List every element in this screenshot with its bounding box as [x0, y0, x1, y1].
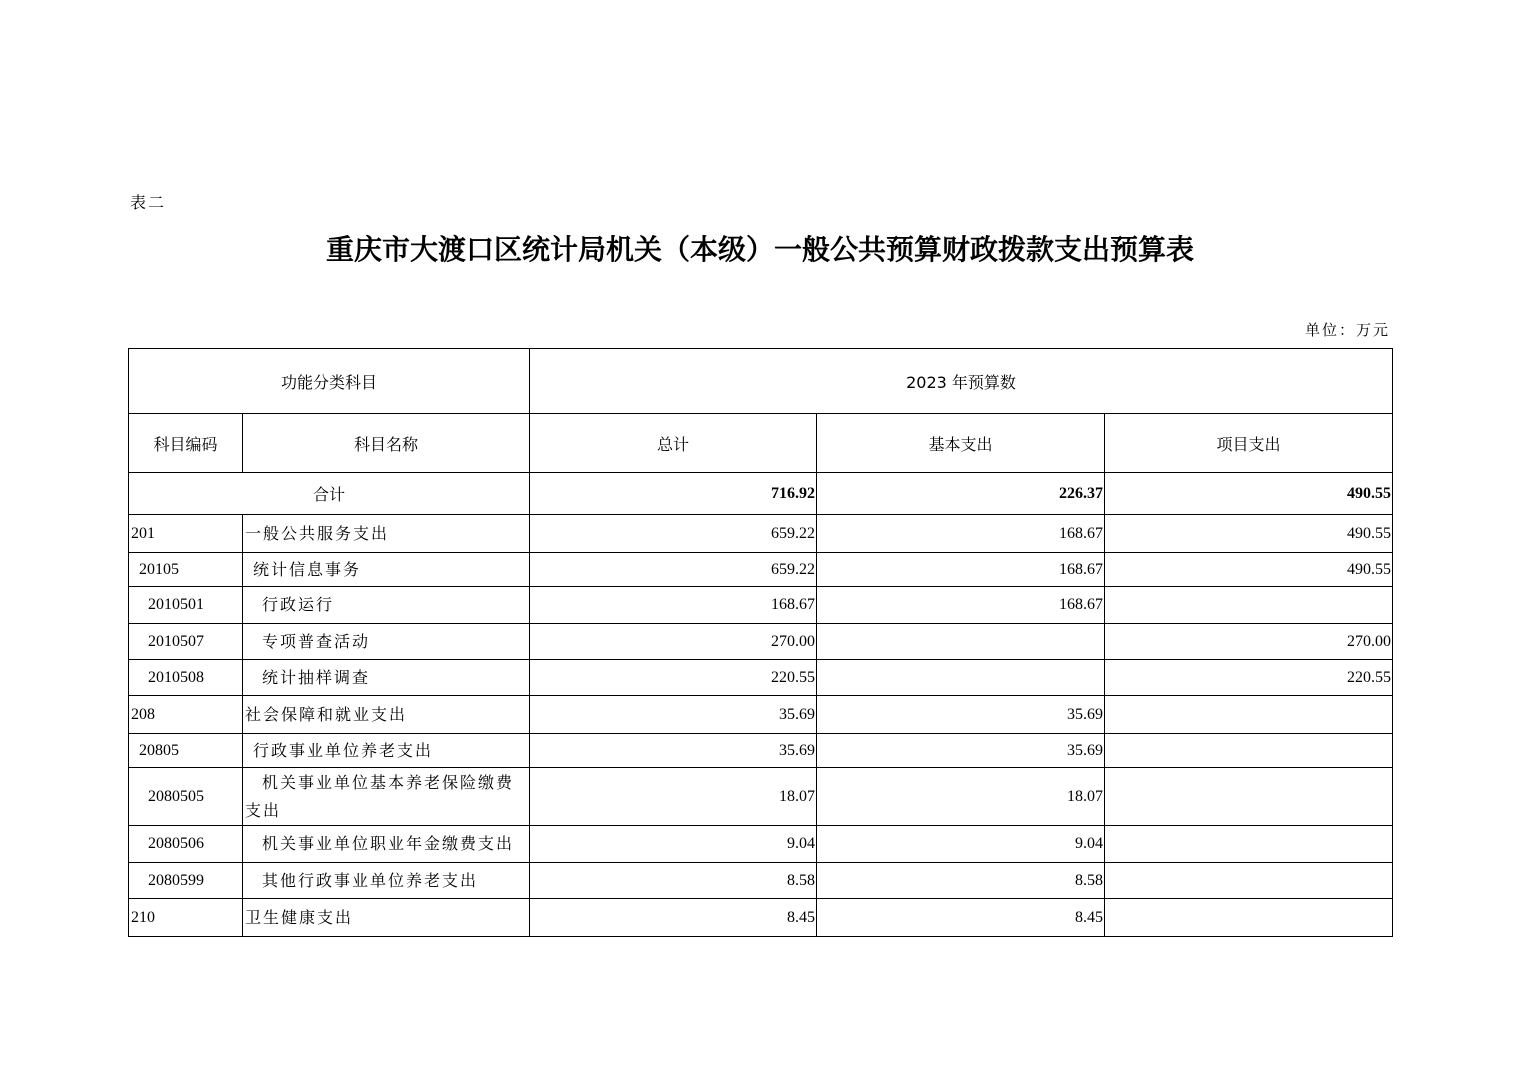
row-project: [1105, 863, 1393, 899]
row-total: 220.55: [530, 660, 817, 696]
header-basic: 基本支出: [817, 414, 1105, 473]
row-name: 社会保障和就业支出: [243, 696, 530, 734]
row-code: 2010507: [129, 624, 243, 660]
row-name: 行政运行: [243, 587, 530, 624]
table-row: [129, 624, 1393, 660]
row-basic: 18.07: [817, 768, 1105, 826]
table-row: [129, 587, 1393, 624]
row-project: [1105, 768, 1393, 826]
row-total: 270.00: [530, 624, 817, 660]
row-basic: 168.67: [817, 553, 1105, 587]
row-basic: [817, 660, 1105, 696]
unit-label: 单位：万元: [1304, 321, 1390, 339]
row-project: 220.55: [1105, 660, 1393, 696]
header-group-row: [129, 349, 1393, 414]
row-basic: 35.69: [817, 696, 1105, 734]
table-row: [129, 553, 1393, 587]
header-column-row: [129, 414, 1393, 473]
row-name: 卫生健康支出: [243, 899, 530, 937]
row-code: 20105: [129, 553, 243, 587]
table-row: [129, 826, 1393, 863]
table-row: [129, 515, 1393, 553]
table-row: [129, 899, 1393, 937]
row-name: 行政事业单位养老支出: [243, 734, 530, 768]
row-total: 659.22: [530, 553, 817, 587]
row-total: 8.45: [530, 899, 817, 937]
row-basic: 168.67: [817, 515, 1105, 553]
row-total: 8.58: [530, 863, 817, 899]
row-project: 490.55: [1105, 553, 1393, 587]
header-budget-year: 2023 年预算数: [530, 349, 1393, 414]
row-project: 490.55: [1105, 515, 1393, 553]
row-code: 208: [129, 696, 243, 734]
header-code: 科目编码: [129, 414, 243, 473]
row-total: 168.67: [530, 587, 817, 624]
row-name: 专项普查活动: [243, 624, 530, 660]
row-basic: 8.58: [817, 863, 1105, 899]
table-row: [129, 696, 1393, 734]
table-row: [129, 863, 1393, 899]
row-project: [1105, 696, 1393, 734]
row-total: 9.04: [530, 826, 817, 863]
table-row: [129, 734, 1393, 768]
row-name: 机关事业单位基本养老保险缴费支出: [243, 768, 530, 826]
header-project: 项目支出: [1105, 414, 1393, 473]
row-project: [1105, 899, 1393, 937]
row-code: 2080599: [129, 863, 243, 899]
row-code: 2080505: [129, 768, 243, 826]
row-code: 2010501: [129, 587, 243, 624]
header-function-category: 功能分类科目: [129, 349, 530, 414]
row-name: 一般公共服务支出: [243, 515, 530, 553]
row-name: 统计信息事务: [243, 553, 530, 587]
budget-table: [128, 348, 1393, 937]
header-name: 科目名称: [243, 414, 530, 473]
row-total: 659.22: [530, 515, 817, 553]
row-basic: 168.67: [817, 587, 1105, 624]
row-total: 35.69: [530, 734, 817, 768]
header-total: 总计: [530, 414, 817, 473]
row-total: 35.69: [530, 696, 817, 734]
summary-basic: 226.37: [817, 473, 1105, 515]
summary-row: [129, 473, 1393, 515]
table-number-label: 表二: [130, 193, 167, 212]
row-code: 210: [129, 899, 243, 937]
row-name: 统计抽样调查: [243, 660, 530, 696]
row-name: 其他行政事业单位养老支出: [243, 863, 530, 899]
row-name: 机关事业单位职业年金缴费支出: [243, 826, 530, 863]
row-code: 201: [129, 515, 243, 553]
page-title: 重庆市大渡口区统计局机关（本级）一般公共预算财政拨款支出预算表: [325, 233, 1194, 266]
row-basic: [817, 624, 1105, 660]
table-row: [129, 768, 1393, 826]
row-total: 18.07: [530, 768, 817, 826]
row-basic: 8.45: [817, 899, 1105, 937]
row-code: 2080506: [129, 826, 243, 863]
row-basic: 9.04: [817, 826, 1105, 863]
row-project: [1105, 587, 1393, 624]
table-row: [129, 660, 1393, 696]
row-project: [1105, 734, 1393, 768]
summary-total: 716.92: [530, 473, 817, 515]
row-code: 20805: [129, 734, 243, 768]
row-project: 270.00: [1105, 624, 1393, 660]
row-basic: 35.69: [817, 734, 1105, 768]
summary-label: 合计: [129, 473, 530, 515]
row-project: [1105, 826, 1393, 863]
row-code: 2010508: [129, 660, 243, 696]
summary-project: 490.55: [1105, 473, 1393, 515]
